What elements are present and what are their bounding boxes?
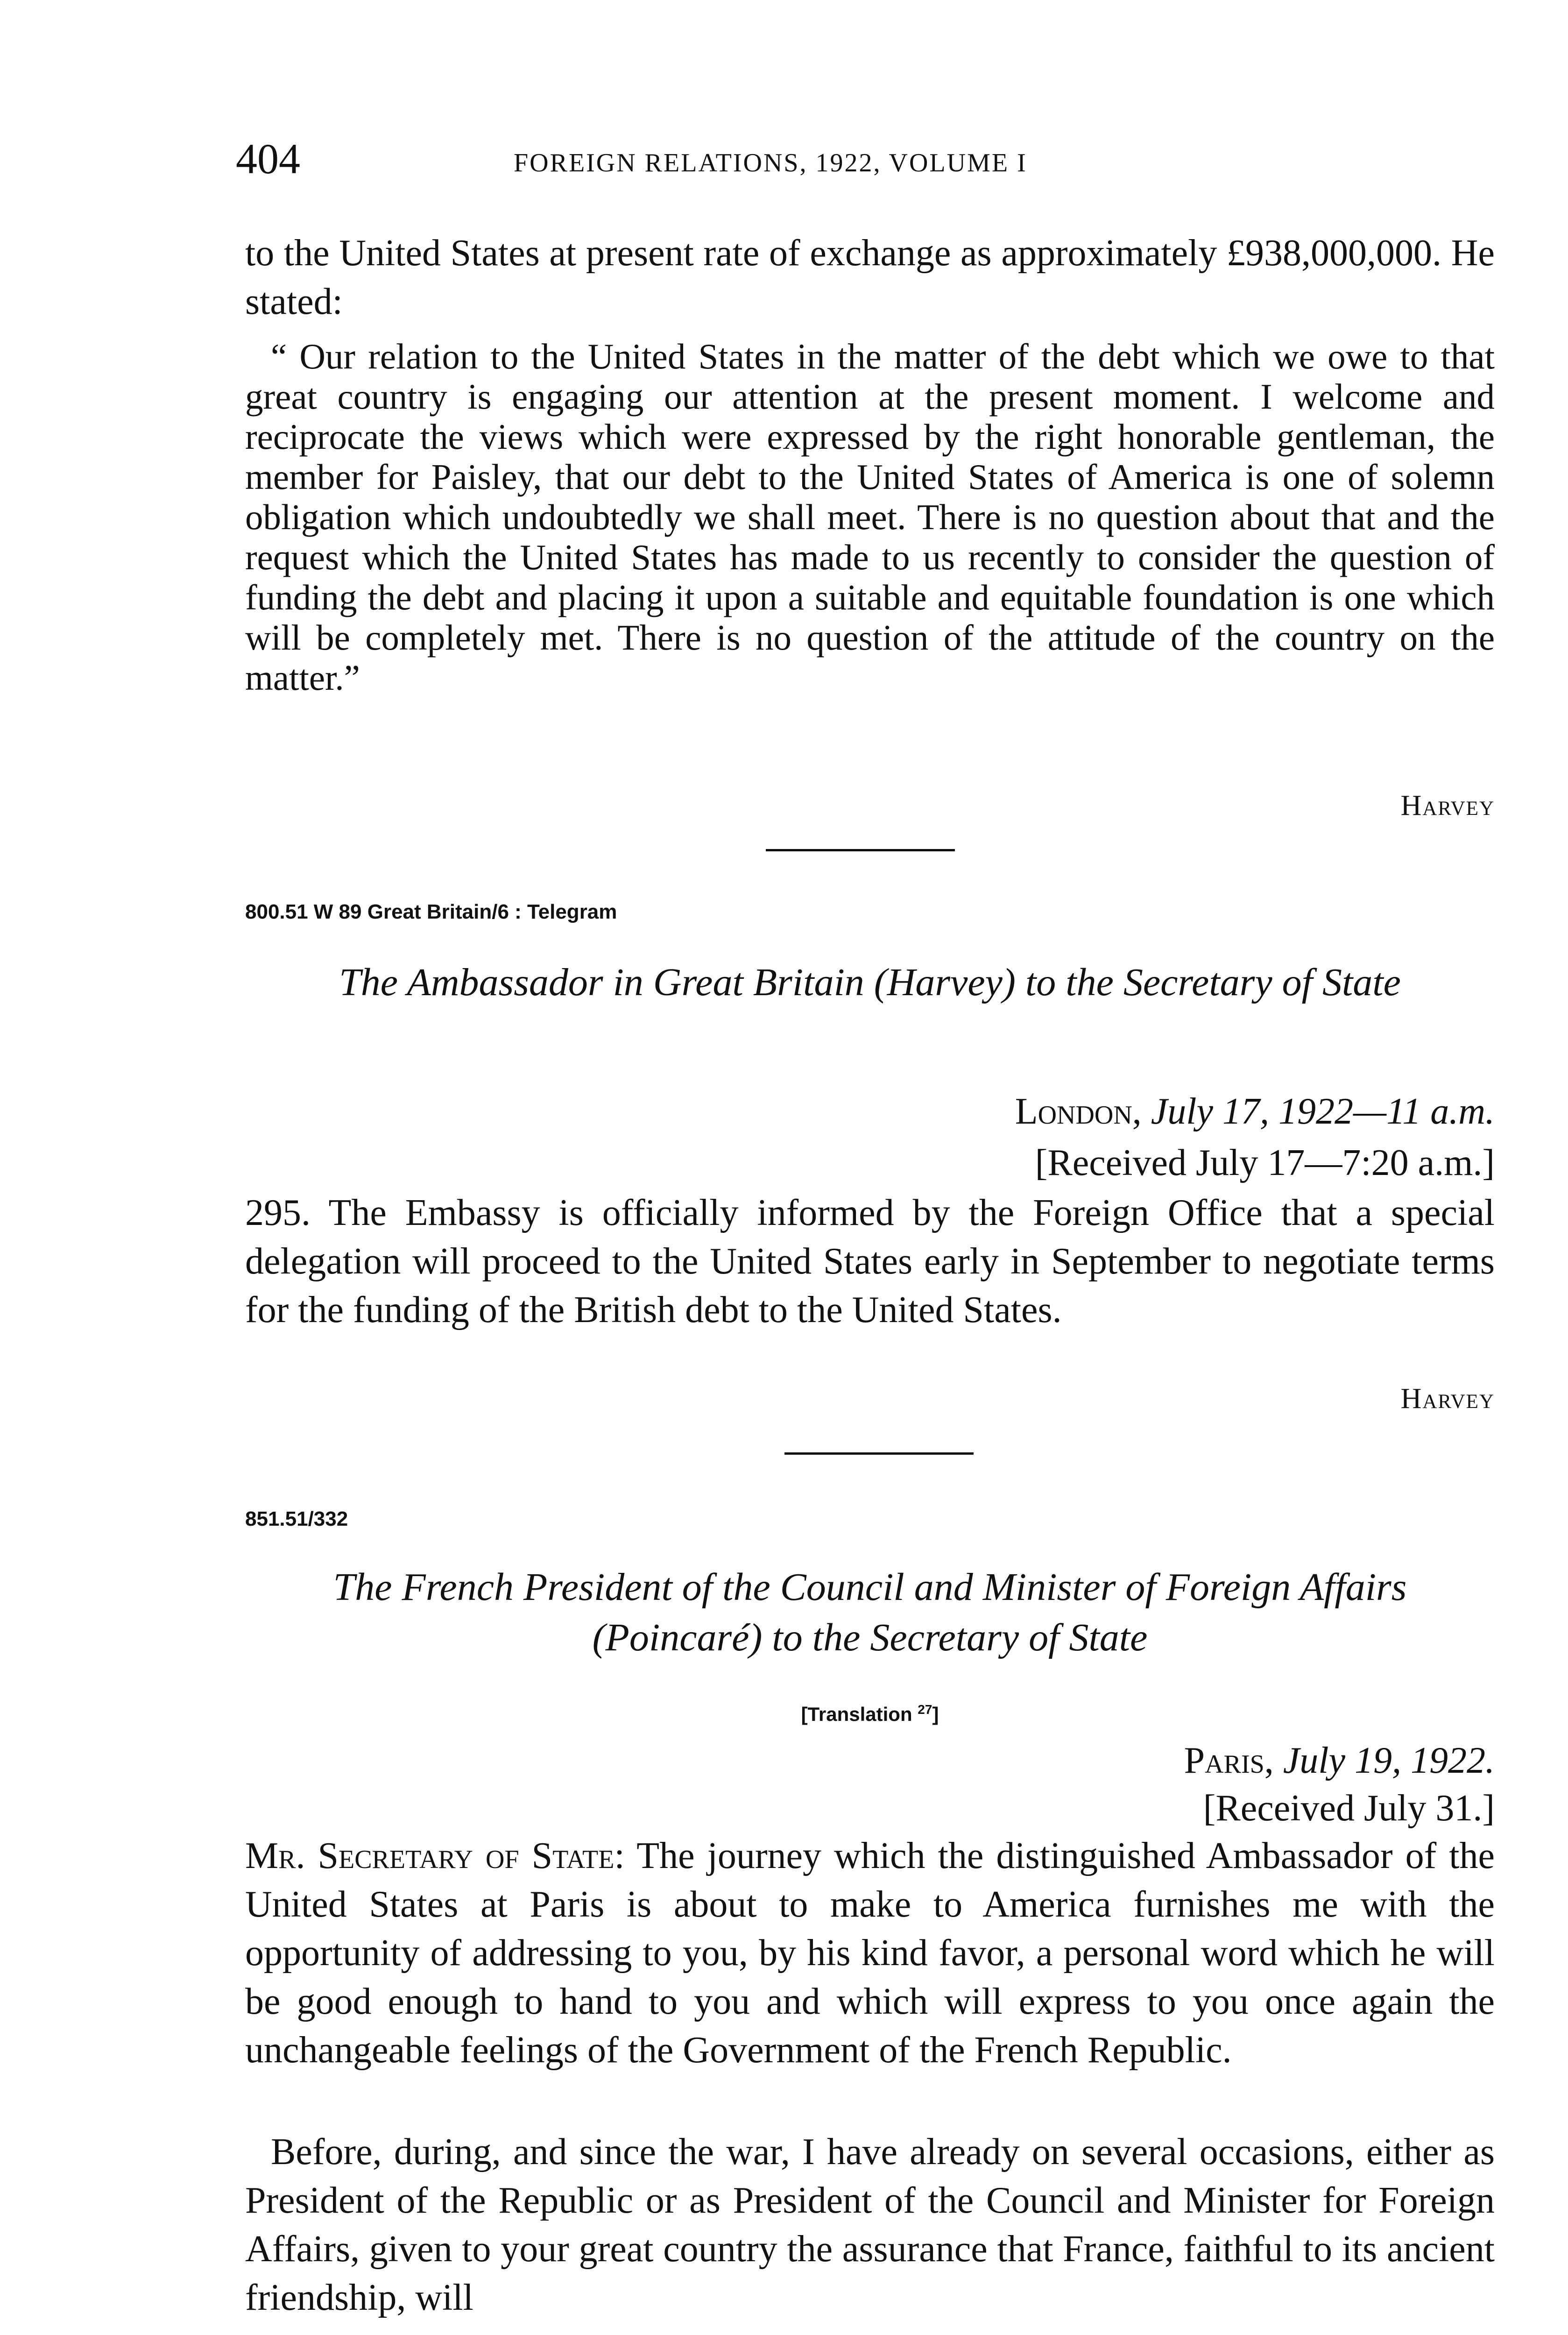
document-heading-1: The Ambassador in Great Britain (Harvey) to the Secretary of State	[339, 961, 1401, 1004]
letter-paragraph-1-text: The journey which the distinguished Ambassador of the United States at Paris is about to make to America furnishes me with the opportunity of addressing to you, by his kind favor, a personal word which he will be good enough to hand to you and which will express to you once again the unchangeable feelings of the Government of the French Republic.	[245, 1835, 1495, 2071]
dateline-place-1: London,	[1015, 1091, 1142, 1132]
quotation-block	[245, 336, 1495, 698]
document-heading-2: The French President of the Council and Minister of Foreign Affairs (Poincaré) to the Secretary of State	[333, 1565, 1407, 1659]
dateline-place-2: Paris,	[1184, 1740, 1274, 1781]
signature-harvey-2: Harvey	[1400, 1383, 1495, 1415]
dateline-date-1: July 17, 1922—11 a.m.	[1151, 1091, 1495, 1132]
file-number-2: 851.51/332	[245, 1507, 348, 1530]
translation-label: [Translation	[801, 1703, 912, 1725]
section-divider-1	[766, 849, 955, 851]
received-note-1: [Received July 17—7:20 a.m.]	[1035, 1142, 1495, 1183]
letter-paragraph-1	[245, 1832, 1495, 2074]
file-number-1: 800.51 W 89 Great Britain/6 : Telegram	[245, 900, 617, 923]
document-body-1: 295. The Embassy is officially informed by the Foreign Office that a special delegation will proceed to the United States early in September to negotiate terms for the funding of the British debt to the United States.	[245, 1192, 1495, 1330]
translation-close: ]	[932, 1703, 939, 1725]
signature-harvey-1: Harvey	[1400, 790, 1495, 821]
running-title: FOREIGN RELATIONS, 1922, VOLUME I	[514, 149, 1027, 177]
document-heading-2-container	[245, 1562, 1495, 1663]
continuation-paragraph	[245, 229, 1495, 326]
intro-text: to the United States at present rate of exchange as approximately £938,000,000. He stated:	[245, 233, 1495, 322]
translation-note	[245, 1702, 1495, 1726]
dateline-date-2: July 19, 1922.	[1283, 1740, 1495, 1781]
document-body-1-container	[245, 1189, 1495, 1334]
letter-paragraph-1-container	[245, 1832, 1495, 2074]
section-divider-2	[784, 1452, 974, 1455]
dateline-1	[245, 1088, 1495, 1135]
letter-paragraph-2-container	[245, 2128, 1495, 2322]
quotation-text: “ Our relation to the United States in the matter of the debt which we owe to that great country is engaging our attention at the present moment. I welcome and reciprocate the views which were expressed by the right honorable gentleman, the member for Paisley, that our debt to the United States of America is one of solemn obligation which undoubtedly we shall meet. There is no question about that and the request which the United States has made to us recently to consider the question of funding the debt and placing it upon a suitable and equitable foundation is one which will be completely met. There is no question of the attitude of the country on the matter.”	[245, 336, 1495, 698]
document-heading-1-container	[245, 957, 1495, 1008]
dateline-2	[245, 1737, 1495, 1784]
running-head	[236, 135, 1497, 187]
page-number: 404	[236, 135, 300, 183]
letter-paragraph-2: Before, during, and since the war, I have already on several occasions, either as President of the Republic or as President of the Council and Minister for Foreign Affairs, given to your great country the assurance that France, faithful to its ancient friendship, will	[245, 2131, 1495, 2318]
translation-footnote-ref: 27	[918, 1702, 932, 1717]
received-note-2: [Received July 31.]	[1203, 1788, 1495, 1829]
salutation: Mr. Secretary of State:	[245, 1835, 625, 1876]
